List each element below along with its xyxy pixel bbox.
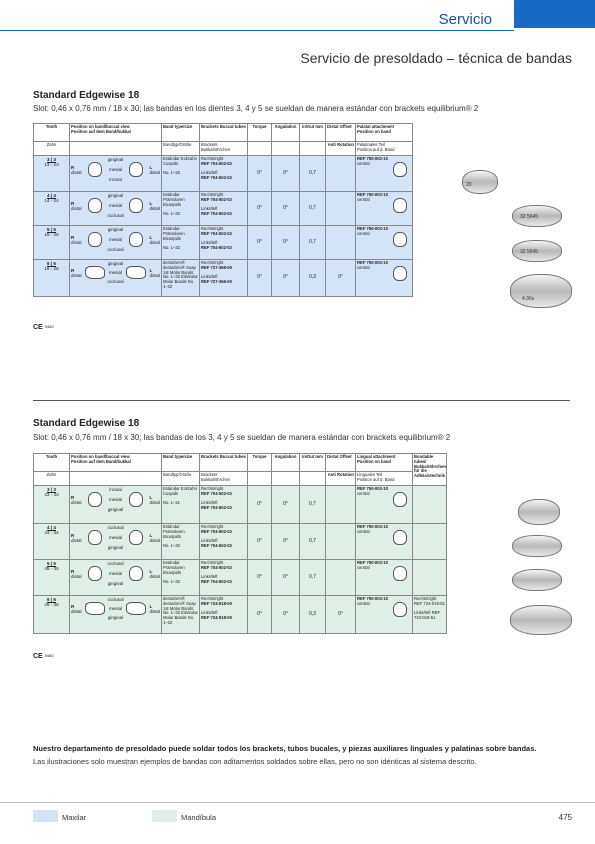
tooth-cell: 4 | 4 14 - 24 — [34, 192, 70, 226]
tooth-diagram-icon — [88, 198, 102, 213]
torque-value: 0° — [248, 486, 272, 524]
col-brackets: Brackets Buccal tubes — [200, 124, 248, 142]
col-tubes: Bondable tubes/ Bukkalröhrchen für die Adhäsivtechnik — [413, 454, 447, 486]
ce-mark: CE $^{0483}$ — [33, 653, 54, 660]
band-type-cell: Estándar Prämolaren Bicuspids No. 1–32 — [162, 524, 200, 560]
attachment-cell: REF 750-002-10 central — [356, 596, 413, 634]
table-row — [34, 560, 447, 596]
tooth-diagram-icon — [129, 566, 143, 581]
table-row — [34, 192, 447, 226]
attachment-cell: REF 750-002-10 central — [356, 524, 413, 560]
band-photo-5 — [518, 499, 560, 525]
col-torque: Torque — [248, 124, 272, 142]
offset-value: 0° — [326, 596, 356, 634]
torque-value: 0° — [248, 156, 272, 192]
inout-value: 0,7 — [300, 560, 326, 596]
tooth-cell: 4 | 4 44 - 34 — [34, 524, 70, 560]
band-type-cell: dentaform® dentaform® Snap 1st Molar Bands No. 1–32 Estándar Molar Bands No. 1–32 — [162, 596, 200, 634]
col-offset: Distal Offset — [326, 454, 356, 472]
angulation-value: 0° — [272, 260, 300, 297]
col-band: Band type/size — [162, 124, 200, 142]
angulation-value: 0° — [272, 226, 300, 260]
attachment-diagram-icon — [393, 162, 407, 177]
band-photo-label: 32 5645 — [520, 214, 539, 220]
col-position: Position on band/buccal view Position auf dem Band/bukkal — [70, 454, 162, 472]
col-band-de: Bandtyp/Größe — [162, 142, 200, 156]
tooth-diagram-icon — [85, 602, 105, 615]
position-diagram: gingival R distal mesial L distal incisal — [70, 156, 162, 192]
tooth-cell: 3 | 3 13 - 23 — [34, 156, 70, 192]
attachment-diagram-icon — [393, 266, 407, 281]
band-type-cell: Estándar Eckzahn Cuspids No. 1–21 — [162, 486, 200, 524]
section-divider — [33, 400, 570, 401]
tooth-cell: 5 | 5 15 - 25 — [34, 226, 70, 260]
tooth-diagram-icon — [88, 162, 102, 177]
band-photo-label: 32 5645 — [520, 249, 539, 255]
bracket-ref-cell: Rechts/right REF 704-502-02 Links/left REF 704-602-02 — [200, 486, 248, 524]
section-label: Servicio — [438, 11, 492, 28]
band-type-cell: Estándar Prämolaren Bicuspids No. 1–32 — [162, 226, 200, 260]
bracket-ref-cell: Rechts/right REF 727-365-00 Links/left REF 727-366-00 — [200, 260, 248, 297]
col-inout: In/Out mm — [300, 454, 326, 472]
ce-mark: CE $^{0483}$ — [33, 324, 54, 331]
note-bold: Nuestro departamento de presoldado puede soldar todos los brackets, tubos bucales, y piezas auxiliares linguales y palatinas sobre bandas. — [33, 744, 537, 753]
band-photo-4 — [510, 274, 572, 308]
tooth-cell: 3 | 3 43 - 33 — [34, 486, 70, 524]
tooth-diagram-icon — [129, 492, 143, 507]
torque-value: 0° — [248, 560, 272, 596]
position-diagram: gingival R distal mesial L distal occlusal — [70, 260, 162, 297]
bondable-tube-cell — [413, 486, 447, 524]
table-row — [34, 260, 447, 297]
offset-value: 0° — [326, 260, 356, 297]
table-row — [34, 226, 447, 260]
attachment-diagram-icon — [393, 566, 407, 581]
tooth-diagram-icon — [129, 530, 143, 545]
inout-value: 0,7 — [300, 156, 326, 192]
band-type-cell: Estándar Prämolaren Bicuspids No. 1–32 — [162, 192, 200, 226]
table-row — [34, 156, 447, 192]
attachment-diagram-icon — [393, 232, 407, 247]
section2-desc: Slot: 0,46 x 0,76 mm / 18 x 30; las bandas de los 3, 4 y 5 se sueldan de manera estándar con brackets equilibrium® 2 — [33, 433, 451, 442]
page-number: 475 — [558, 813, 572, 822]
col-offset: Distal Offset — [326, 124, 356, 142]
band-photo-label: 20 — [466, 182, 472, 188]
col-zahn: Zahn — [34, 142, 70, 156]
offset-value — [326, 524, 356, 560]
col-anti: Anti Rotation — [326, 142, 356, 156]
tooth-diagram-icon — [129, 198, 143, 213]
torque-value: 0° — [248, 260, 272, 297]
bracket-ref-cell: Rechts/right REF 704-502-02 Links/left REF 704-602-02 — [200, 192, 248, 226]
section2-table — [33, 453, 447, 634]
inout-value: 0,3 — [300, 260, 326, 297]
band-type-cell: Estándar Prämolaren Bicuspids No. 1–32 — [162, 560, 200, 596]
tooth-diagram-icon — [85, 266, 105, 279]
col-band-de: Bandtyp/Größe — [162, 472, 200, 486]
legend-swatch-maxilar — [33, 810, 58, 822]
table-row — [34, 524, 447, 560]
col-inout: In/Out mm — [300, 124, 326, 142]
section2-title: Standard Edgewise 18 — [33, 418, 140, 429]
legend-label-maxilar: Maxilar — [62, 813, 87, 822]
table-row — [34, 596, 447, 634]
col-tooth: Tooth — [34, 454, 70, 472]
bracket-ref-cell: Rechts/right REF 704-502-02 Links/left REF 704-602-02 — [200, 226, 248, 260]
offset-value — [326, 486, 356, 524]
position-diagram: incisal R distal mesial L distal gingival — [70, 486, 162, 524]
attachment-diagram-icon — [393, 602, 407, 617]
attachment-cell: REF 750-002-10 central — [356, 560, 413, 596]
attachment-diagram-icon — [393, 492, 407, 507]
section1-title: Standard Edgewise 18 — [33, 90, 140, 101]
torque-value: 0° — [248, 596, 272, 634]
band-photo-8 — [510, 605, 572, 635]
page-subtitle: Servicio de presoldado – técnica de bandas — [300, 50, 572, 66]
position-diagram: occlusal R distal mesial L distal gingival — [70, 560, 162, 596]
attachment-cell: REF 750-002-10 central — [356, 156, 413, 192]
attachment-cell: REF 750-002-10 central — [356, 260, 413, 297]
bracket-ref-cell: Rechts/right REF 704-502-02 Links/left REF 704-602-02 — [200, 524, 248, 560]
accent-block — [514, 0, 595, 28]
top-bar — [0, 0, 595, 28]
col-zahn: Zahn — [34, 472, 70, 486]
band-photo-6 — [512, 535, 562, 557]
inout-value: 0,3 — [300, 596, 326, 634]
top-rule — [0, 30, 514, 31]
inout-value: 0,7 — [300, 226, 326, 260]
col-lingual: Lingual attachment Position on band — [356, 454, 413, 472]
note-normal: Las ilustraciones solo muestran ejemplos de bandas con aditamentos soldados sobre ellas, pero no son idénticas al sistema descrito. — [33, 757, 477, 766]
attachment-diagram-icon — [393, 530, 407, 545]
band-photo-label: 4.36s — [522, 296, 535, 302]
position-diagram: occlusal R distal mesial L distal gingival — [70, 596, 162, 634]
col-anti: Anti Rotation — [326, 472, 356, 486]
band-type-cell: Estándar Eckzahn Cuspids No. 1–25 — [162, 156, 200, 192]
footer-rule — [0, 802, 595, 803]
col-position: Position on band/buccal view Position auf dem Band/bukkal — [70, 124, 162, 142]
attachment-diagram-icon — [393, 198, 407, 213]
position-diagram: gingival R distal mesial L distal occlusal — [70, 192, 162, 226]
offset-value — [326, 226, 356, 260]
attachment-cell: REF 750-002-10 central — [356, 226, 413, 260]
col-palatal: Palatal attachment Position on band — [356, 124, 413, 142]
tooth-cell: 6 | 6 46 - 36 — [34, 596, 70, 634]
offset-value — [326, 156, 356, 192]
offset-value — [326, 192, 356, 226]
tooth-diagram-icon — [126, 266, 146, 279]
position-diagram: occlusal R distal mesial L distal gingival — [70, 524, 162, 560]
col-lingual-de: Linguales Teil Position auf d. Band — [356, 472, 413, 486]
tooth-diagram-icon — [88, 232, 102, 247]
col-brackets-de: Brackets Bukkalröhrchen — [200, 472, 248, 486]
angulation-value: 0° — [272, 156, 300, 192]
tooth-diagram-icon — [126, 602, 146, 615]
tooth-diagram-icon — [129, 162, 143, 177]
angulation-value: 0° — [272, 596, 300, 634]
tooth-cell: 5 | 5 45 - 35 — [34, 560, 70, 596]
col-band: Band type/size — [162, 454, 200, 472]
torque-value: 0° — [248, 524, 272, 560]
attachment-cell: REF 750-002-10 central — [356, 192, 413, 226]
angulation-value: 0° — [272, 486, 300, 524]
legend-swatch-mandibula — [152, 810, 177, 822]
position-diagram: gingival R distal mesial L distal occlusal — [70, 226, 162, 260]
tooth-diagram-icon — [88, 492, 102, 507]
bracket-ref-cell: Rechts/right REF 704-502-02 Links/left REF 704-602-02 — [200, 560, 248, 596]
angulation-value: 0° — [272, 524, 300, 560]
col-tooth: Tooth — [34, 124, 70, 142]
torque-value: 0° — [248, 192, 272, 226]
tooth-diagram-icon — [129, 232, 143, 247]
torque-value: 0° — [248, 226, 272, 260]
inout-value: 0,7 — [300, 524, 326, 560]
col-brackets: Brackets Buccal tubes — [200, 454, 248, 472]
attachment-cell: REF 750-002-10 central — [356, 486, 413, 524]
inout-value: 0,7 — [300, 486, 326, 524]
col-angulation: Angulation — [272, 454, 300, 472]
bondable-tube-cell — [413, 524, 447, 560]
angulation-value: 0° — [272, 192, 300, 226]
table-row — [34, 486, 447, 524]
tooth-cell: 6 | 6 16 - 26 — [34, 260, 70, 297]
band-type-cell: dentaform® dentaform® Snap 1st Molar Bands No. 1–32 Estándar Molar Bands No. 1–32 — [162, 260, 200, 297]
bondable-tube-cell: Rechts/right REF 724-018-51 Links/left REF 724-018-51 — [413, 596, 447, 634]
offset-value — [326, 560, 356, 596]
tooth-diagram-icon — [88, 530, 102, 545]
col-brackets-de: Brackets Bukkalröhrchen — [200, 142, 248, 156]
col-angulation: Angulation — [272, 124, 300, 142]
section1-table — [33, 123, 447, 297]
bondable-tube-cell — [413, 560, 447, 596]
inout-value: 0,7 — [300, 192, 326, 226]
section1-desc: Slot: 0,46 x 0,76 mm / 18 x 30; las bandas en los dientes 3, 4 y 5 se sueldan de manera estándar con brackets equilibrium® 2 — [33, 104, 479, 113]
angulation-value: 0° — [272, 560, 300, 596]
col-torque: Torque — [248, 454, 272, 472]
bracket-ref-cell: Rechts/right REF 704-502-02 Links/left REF 704-602-02 — [200, 156, 248, 192]
legend-label-mandibula: Mandíbula — [181, 813, 217, 822]
band-photo-7 — [512, 569, 562, 591]
bracket-ref-cell: Rechts/right REF 724-918-00 Links/left REF 724-918-00 — [200, 596, 248, 634]
tooth-diagram-icon — [88, 566, 102, 581]
col-palatal-de: Palatinales Teil Position auf d. Band — [356, 142, 413, 156]
